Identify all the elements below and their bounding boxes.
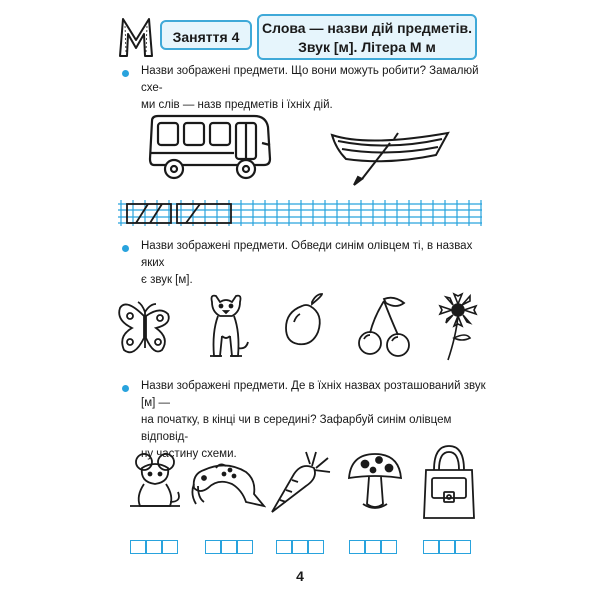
carrot-icon [268, 450, 332, 514]
writing-grid [118, 200, 482, 226]
bus-icon [146, 113, 274, 183]
mushroom-icon [347, 452, 403, 512]
bag-icon [420, 444, 478, 520]
task-3-line-1: Назви зображені предмети. Де в їхніх назвах розташований звук [м] — [141, 380, 486, 409]
catfish-icon [190, 454, 266, 514]
task-1-line-1: Назви зображені предмети. Що вони можуть робити? Замалюй схе- [141, 65, 479, 94]
sound-scheme-bag[interactable] [423, 540, 471, 554]
title-line-1: Слова — назви дій предметів. [262, 20, 472, 36]
scheme-cell[interactable] [236, 540, 253, 554]
task-2-line-2: є звук [м]. [141, 274, 193, 286]
sound-scheme-carrot[interactable] [276, 540, 324, 554]
page-number: 4 [296, 568, 304, 584]
lesson-badge: Заняття 4 [160, 20, 252, 50]
sound-scheme-mushroom[interactable] [349, 540, 397, 554]
butterfly-icon [116, 298, 174, 360]
task-3-line-3: ну частину схеми. [141, 448, 237, 460]
bullet-3 [122, 385, 129, 392]
page-title [257, 14, 477, 60]
bullet-2 [122, 245, 129, 252]
scheme-cell[interactable] [454, 540, 471, 554]
dog-icon [200, 292, 252, 362]
task-3-line-2: на початку, в кінці чи в середині? Зафарбуй синім олівцем відповід- [141, 414, 452, 443]
task-1-line-2: ми слів — назв предметів і їхніх дій. [141, 99, 333, 111]
cherries-icon [356, 293, 412, 357]
task-2-line-1: Назви зображені предмети. Обведи синім олівцем ті, в назвах яких [141, 240, 473, 269]
task-1-text [141, 63, 491, 114]
mouse-icon [126, 452, 184, 512]
sound-scheme-catfish[interactable] [205, 540, 253, 554]
lemon-icon [282, 292, 326, 348]
scheme-cell[interactable] [380, 540, 397, 554]
decorative-letter-m [117, 14, 155, 60]
flower-icon [436, 292, 480, 364]
title-line-2: Звук [м]. Літера М м [298, 39, 436, 55]
scheme-cell[interactable] [161, 540, 178, 554]
boat-icon [328, 125, 452, 189]
bullet-1 [122, 70, 129, 77]
scheme-cell[interactable] [307, 540, 324, 554]
task-2-text [141, 238, 491, 289]
sound-scheme-mouse[interactable] [130, 540, 178, 554]
